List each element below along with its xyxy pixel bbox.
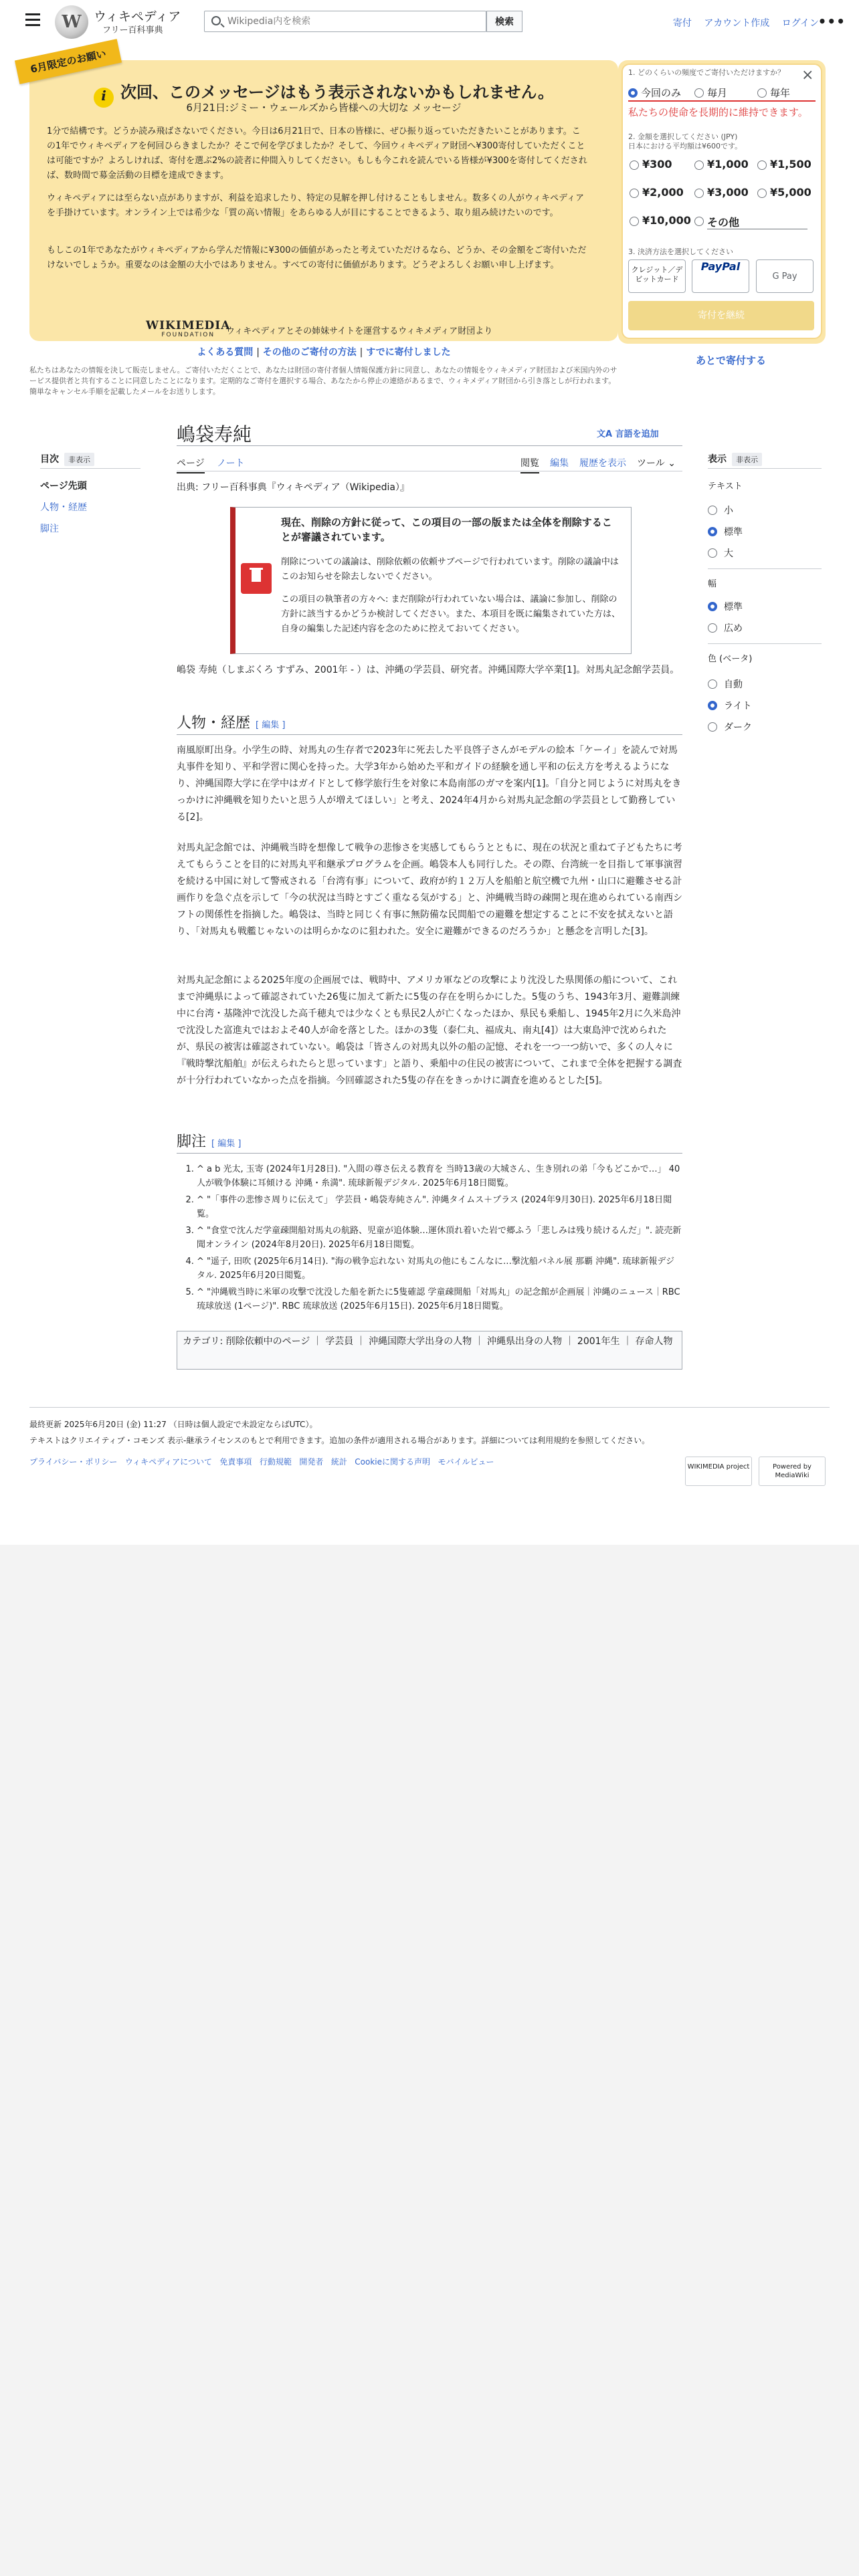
disclaimer-link[interactable]: 免責事項 bbox=[219, 1457, 252, 1467]
notice-title: 現在、削除の方針に従って、この項目の一部の版または全体を削除することが審議されています。 bbox=[281, 516, 612, 543]
radio-label: ダーク bbox=[724, 722, 752, 733]
article-paragraph: 対馬丸記念館では、沖縄戦当時を想像して戦争の悲惨さを実感してもらうとともに、現在の状況と重ねて子どもたちに考えてもらうことを目的に対馬丸平和継承プログラムを企画。嶋袋本人も同行した。その際、台湾統一を目指して軍事演習を続ける中国に対して警戒される「台湾有事」について、政府が約１２万人を船舶と航空機で九州・山口に避難させる計画作りを急ぐ点を示して「今の状況は当時とすごく重なる気がする」と、沖縄戦当時の疎開と現在進められている南西シフトの関係性を指摘した。嶋袋は、当時と同じく有事に無防備な民間船での避難を想定することに不安を拭えないと語り、「対馬丸も戦艦じゃないのは明らかなのに狙われた。安全に避難ができるのだろうか」と懸念を言明した[3]。 bbox=[177, 843, 682, 937]
reference-item: 3. ^ "食堂で沈んだ学童疎開船対馬丸の航路、児童が追体験…運休頂れ着いた岩で郷ふう「悲しみは残り続けるんだ」". 読売新聞オンライン (2024年8月20日). 2025年6月18日閲覧。 bbox=[197, 1224, 682, 1252]
license-text: テキストはクリエイティブ・コモンズ 表示-継承ライセンスのもとで利用できます。追加の条件が適用される場合があります。詳細については利用規約を参照してください。 bbox=[29, 1436, 650, 1445]
toc-item-notes[interactable]: 脚注 bbox=[40, 524, 59, 534]
reference-item: 5. ^ "沖縄戦当時に米軍の攻撃で沈没した船を新たに5隻確認 学童疎開船「対馬丸」の記念館が企画展｜沖縄のニュース｜RBC 琉球放送 (1ページ)". RBC 琉球放送 (2025年6月15日). 2025年6月18日閲覧。 bbox=[197, 1285, 682, 1313]
section-edit-link[interactable]: [ 編集 ] bbox=[256, 720, 286, 730]
create-account-link[interactable]: アカウント作成 bbox=[704, 18, 770, 29]
donate-later-link[interactable]: あとで寄付する bbox=[696, 354, 767, 366]
banner-ribbon: 6月限定のお願い bbox=[15, 39, 122, 84]
width-standard-radio[interactable] bbox=[708, 602, 717, 611]
footer-links bbox=[29, 1457, 494, 1467]
site-header bbox=[0, 0, 859, 44]
search-box[interactable] bbox=[204, 11, 486, 32]
about-link[interactable]: ウィキペディアについて bbox=[124, 1457, 212, 1467]
radio-label: 小 bbox=[724, 506, 733, 516]
amount-label: ¥300 bbox=[642, 158, 672, 171]
amount-radio[interactable] bbox=[757, 189, 767, 198]
color-light-radio[interactable] bbox=[708, 701, 717, 710]
amount-other-radio[interactable] bbox=[694, 217, 704, 226]
divider bbox=[708, 643, 822, 644]
site-subtitle: フリー百科事典 bbox=[102, 25, 163, 35]
wikimedia-project-badge[interactable]: WIKIMEDIA project bbox=[685, 1457, 752, 1486]
section-edit-link[interactable]: [ 編集 ] bbox=[211, 1139, 242, 1149]
banner-paragraph: もしこの1年であなたがウィキペディアから学んだ情報に¥300の価値があったと考えていただけるなら、どうか、その金額をご寄付いただけないでしょうか。重要なのは金額の大小ではありません。すべての寄付に価値があります。どうぞよろしくお願い申し上げます。 bbox=[47, 245, 587, 270]
color-dark-radio[interactable] bbox=[708, 722, 717, 732]
frequency-once-label: 今回のみ bbox=[641, 87, 682, 99]
search-button[interactable]: 検索 bbox=[486, 11, 522, 32]
amount-radio[interactable] bbox=[694, 189, 704, 198]
frequency-monthly-label: 毎月 bbox=[707, 87, 728, 99]
width-wide-radio[interactable] bbox=[708, 623, 717, 633]
divider bbox=[708, 568, 822, 569]
frequency-monthly-radio[interactable] bbox=[694, 88, 704, 98]
statistics-link[interactable]: 統計 bbox=[330, 1457, 347, 1467]
amount-other-label: その他 bbox=[707, 216, 740, 229]
amount-note: 日本における平均額は¥600です。 bbox=[628, 142, 743, 150]
banner-paragraph: 1分で結構です。どうか読み飛ばさないでください。今日は6月21日で、日本の皆様に、ぜひ振り返っていただきたいことがあります。この1年でウィキペディアを何回ひらきましたか？そこで何を学びましたか？そして、今回ウィキペディア財団へ¥300寄付していただくことは可能ですか？よろしければ、寄付を選ぶ2%の読者に仲間入りしてください。もしも今これを読んでいる皆様が¥300を寄付してくだされば、数時間で募金活動の目標を達成できます。 bbox=[47, 126, 587, 181]
tab-edit[interactable]: 編集 bbox=[550, 458, 569, 469]
section-heading: 脚注 [ 編集 ] bbox=[177, 1134, 242, 1150]
payment-question: 3. 決済方法を選択してください bbox=[628, 247, 733, 256]
cookie-link[interactable]: Cookieに関する声明 bbox=[355, 1457, 431, 1467]
other-ways-link[interactable]: その他のご寄付の方法 bbox=[262, 347, 357, 358]
notice-text: 削除についての議論は、削除依頼の依頼サブページで行われています。削除の議論中はこのお知らせを除去しないでください。 bbox=[281, 557, 619, 582]
reference-item: 4. ^ "遥子, 田吹 (2025年6月14日). "海の戦争忘れない 対馬丸の他にもこんなに…撃沈船パネル展 那覇 沖縄". 琉球新報デジタル. 2025年6月20日閲覧。 bbox=[197, 1255, 682, 1283]
banner-links: よくある質問 | その他のご寄付の方法 | すでに寄付しました bbox=[197, 347, 451, 358]
foundation-text: ウィキペディアとその姉妹サイトを運営するウィキメディア財団より bbox=[226, 326, 493, 336]
donate-submit-button[interactable]: 寄付を継続 bbox=[628, 301, 814, 330]
more-options-icon[interactable]: ••• bbox=[818, 13, 846, 29]
amount-radio[interactable] bbox=[630, 160, 639, 170]
faq-link[interactable]: よくある質問 bbox=[197, 347, 254, 358]
article-paragraph: 対馬丸記念館による2025年度の企画展では、戦時中、アメリカ軍などの攻撃により沈没した県関係の船について、これまで沖縄県によって確認されていた26隻に加えて新たに5隻の存在を明らかにした。5隻のうち、1943年3月、避難訓練中に台湾・基隆沖で沈没した高千穂丸では少なくとも県民2人が亡くなったほか、県民も乗船し、1945年2月に久米島沖で沈没した富進丸ではおよそ40人が命を落とした。ほかの3隻（泰仁丸、福成丸、南丸[4]）は大東島沖で沈められたが、県民の被害は確認されていない。嶋袋は「皆さんの対馬丸以外の船の記憶、それを一つ一つ紡いで、多くの人々に『戦時撃沈船舶』が伝えられたらと思っています」と語り、乗船中の住民の被害について、これまで全体を把握する調査が十分行われていなかった点を指摘。今回確認された5隻の存在をきっかけに調査を進めるとした[5]。 bbox=[177, 975, 682, 1086]
trash-icon bbox=[241, 563, 272, 594]
appearance-header: 表示 非表示 bbox=[708, 452, 762, 466]
color-label: 色 (ベータ) bbox=[708, 654, 753, 664]
tab-read[interactable]: 閲覧 bbox=[520, 456, 539, 473]
tools-menu[interactable]: ツール ⌄ bbox=[637, 458, 676, 469]
article-lead: 嶋袋 寿純（しまぶくろ すずみ、2001年 - ）は、沖縄の学芸員、研究者。沖縄国際大学卒業[1]。対馬丸記念館学芸員。 bbox=[177, 665, 680, 675]
info-icon: i bbox=[94, 88, 114, 108]
privacy-link[interactable]: プライバシー・ポリシー bbox=[29, 1457, 118, 1467]
title-divider bbox=[177, 445, 682, 446]
divider bbox=[708, 468, 822, 469]
tab-history[interactable]: 履歴を表示 bbox=[579, 458, 626, 469]
toc-item-top[interactable]: ページ先頭 bbox=[40, 481, 87, 492]
banner-subheading: 6月21日:ジミー・ウェールズから皆様への大切な メッセージ bbox=[186, 102, 462, 114]
site-sub: 出典: フリー百科事典『ウィキペディア（Wikipedia）』 bbox=[177, 482, 409, 493]
frequency-error: 私たちの使命を長期的に維持できます。 bbox=[628, 106, 808, 118]
text-size-standard-radio[interactable] bbox=[708, 527, 717, 536]
radio-label: 標準 bbox=[724, 527, 743, 538]
amount-radio[interactable] bbox=[630, 217, 639, 226]
credit-card-button[interactable]: クレジット／デビットカード bbox=[628, 259, 686, 293]
tab-talk[interactable]: ノート bbox=[217, 458, 245, 469]
radio-label: ライト bbox=[724, 701, 752, 712]
amount-radio[interactable] bbox=[757, 160, 767, 170]
amount-label: ¥5,000 bbox=[770, 186, 812, 199]
radio-label: 自動 bbox=[724, 679, 743, 690]
donate-link[interactable]: 寄付 bbox=[672, 18, 692, 29]
section-heading: 人物・経歴 [ 編集 ] bbox=[177, 715, 286, 732]
frequency-annual-label: 毎年 bbox=[770, 87, 791, 99]
amount-radio[interactable] bbox=[630, 189, 639, 198]
translate-icon: 文A bbox=[597, 429, 615, 439]
google-pay-button[interactable]: G Pay bbox=[756, 259, 814, 293]
amount-label: ¥10,000 bbox=[642, 214, 691, 227]
search-icon bbox=[211, 16, 221, 25]
footer-divider bbox=[29, 1407, 830, 1408]
banner-fine-print: 私たちはあなたの情報を決して販売しません。ご寄付いただくことで、あなたは財団の寄付者個人情報保護方針に同意し、あなたの情報をウィキメディア財団および米国内外のサービス提供者と共有することに同意したことになります。定期的なご寄付を選択する場合、あなたから停止の連絡があるまで、ウィキメディア財団から引き落としが行われます。簡単なキャンセル手順を記載したメールをお送りします。 bbox=[29, 366, 617, 396]
amount-label: ¥1,000 bbox=[707, 158, 749, 171]
code-of-conduct-link[interactable]: 行動規範 bbox=[259, 1457, 292, 1467]
radio-label: 大 bbox=[724, 548, 733, 559]
developers-link[interactable]: 開発者 bbox=[299, 1457, 324, 1467]
reference-list bbox=[197, 1162, 682, 1313]
reference-item: 1. ^ a b 光太, 玉寄 (2024年1月28日). "入間の尊さ伝える教育を 当時13歳の大城さん、生き別れの弟「今もどこかで…」 40人が戦争体験に耳傾ける 沖縄・糸満". 琉球新報デジタル. 2025年6月18日閲覧。 bbox=[197, 1162, 682, 1190]
category-links[interactable]: カテゴリ: 削除依頼中のページ ｜ 学芸員 ｜ 沖縄国際大学出身の人物 ｜ 沖縄県出身の人物 ｜ 2001年生 ｜ 存命人物 bbox=[177, 1331, 682, 1370]
toc-hide-button[interactable]: 非表示 bbox=[64, 453, 94, 466]
wikimedia-foundation-logo: WIKIMEDIA FOUNDATION bbox=[146, 319, 231, 338]
error-divider bbox=[628, 100, 816, 102]
add-languages-button[interactable]: 文A 言語を追加 bbox=[597, 429, 659, 439]
amount-label: ¥3,000 bbox=[707, 186, 749, 199]
site-title[interactable]: ウィキペディア bbox=[94, 9, 181, 24]
frequency-question: 1. どのくらいの頻度でご寄付いただけますか？ bbox=[628, 68, 785, 77]
notice-text: この項目の執筆者の方々へ: まだ削除が行われていない場合は、議論に参加し、削除の方針に該当するかどうか検討してください。また、本項目を既に編集されていた方は、自身の編集した記述内容を念のために控えておいてください。 bbox=[281, 595, 621, 634]
radio-label: 広め bbox=[724, 623, 743, 634]
mobile-view-link[interactable]: モバイルビュー bbox=[438, 1457, 494, 1467]
amount-label: ¥2,000 bbox=[642, 186, 684, 199]
personal-tools bbox=[664, 16, 819, 29]
page-title: 嶋袋寿純 bbox=[177, 423, 252, 445]
wikipedia-logo[interactable]: W bbox=[55, 5, 88, 39]
tab-page[interactable]: ページ bbox=[177, 456, 205, 473]
toc-header: 目次 非表示 bbox=[40, 452, 94, 466]
amount-radio[interactable] bbox=[694, 160, 704, 170]
login-link[interactable]: ログイン bbox=[781, 18, 819, 29]
article-paragraph: 南風原町出身。小学生の時、対馬丸の生存者で2023年に死去した平良啓子さんがモデルの絵本「ケーイ」を読んで対馬丸事件を知り、平和学習に関心を持った。大学3年から始めた平和ガイドの経験を通し平和の伝え方を考えるようになり、沖縄国際大学に在学中はガイドとして修学旅行生を対象に本島南部のガマを案内[1]。「自分と同じように対馬丸をきっかけに沖縄戦を知りたいと思う人が増えてほしい」と考え、2024年4月から対馬丸記念館の学芸員として勤務している[2]。 bbox=[177, 745, 682, 823]
appearance-hide-button[interactable]: 非表示 bbox=[732, 453, 762, 466]
amount-question: 2. 金額を選択してください (JPY) bbox=[628, 132, 738, 141]
toc-item-career[interactable]: 人物・経歴 bbox=[40, 502, 87, 513]
reference-item: 2. ^ "「事件の悲惨さ周りに伝えて」 学芸員・嶋袋寿純さん". 沖縄タイムス＋プラス (2024年9月30日). 2025年6月18日閲覧。 bbox=[197, 1193, 682, 1221]
radio-label: 標準 bbox=[724, 602, 743, 613]
search-input[interactable] bbox=[227, 14, 482, 29]
text-size-label: テキスト bbox=[708, 481, 743, 492]
width-label: 幅 bbox=[708, 579, 717, 589]
chevron-down-icon: ⌄ bbox=[668, 458, 676, 469]
banner-heading: i 次回、このメッセージはもう表示されないかもしれません。 bbox=[29, 79, 618, 108]
close-icon[interactable]: × bbox=[801, 67, 814, 84]
divider bbox=[177, 1153, 682, 1154]
amount-label: ¥1,500 bbox=[770, 158, 812, 171]
text-size-small-radio[interactable] bbox=[708, 506, 717, 515]
banner-paragraph: ウィキペディアには至らない点がありますが、利益を追求したり、特定の見解を押し付けることもしません。数多くの人がウィキペディアを手掛けています。オンライン上では希少な「質の高い情報」をあらゆる人が目にすることできるよう、取り組み続けたいのです。 bbox=[47, 193, 585, 218]
color-auto-radio[interactable] bbox=[708, 679, 717, 689]
divider bbox=[177, 734, 682, 735]
frequency-once-radio[interactable] bbox=[628, 88, 638, 98]
already-donated-link[interactable]: すでに寄付しました bbox=[366, 347, 451, 358]
last-modified: 最終更新 2025年6月20日 (金) 11:27 （日時は個人設定で未設定ならばUTC）。 bbox=[29, 1420, 318, 1429]
divider bbox=[40, 468, 140, 469]
text-size-large-radio[interactable] bbox=[708, 548, 717, 558]
mediawiki-badge[interactable]: Powered by MediaWiki bbox=[759, 1457, 826, 1486]
paypal-button[interactable]: PayPal bbox=[692, 259, 749, 293]
main-menu-icon[interactable] bbox=[25, 13, 40, 25]
frequency-annual-radio[interactable] bbox=[757, 88, 767, 98]
